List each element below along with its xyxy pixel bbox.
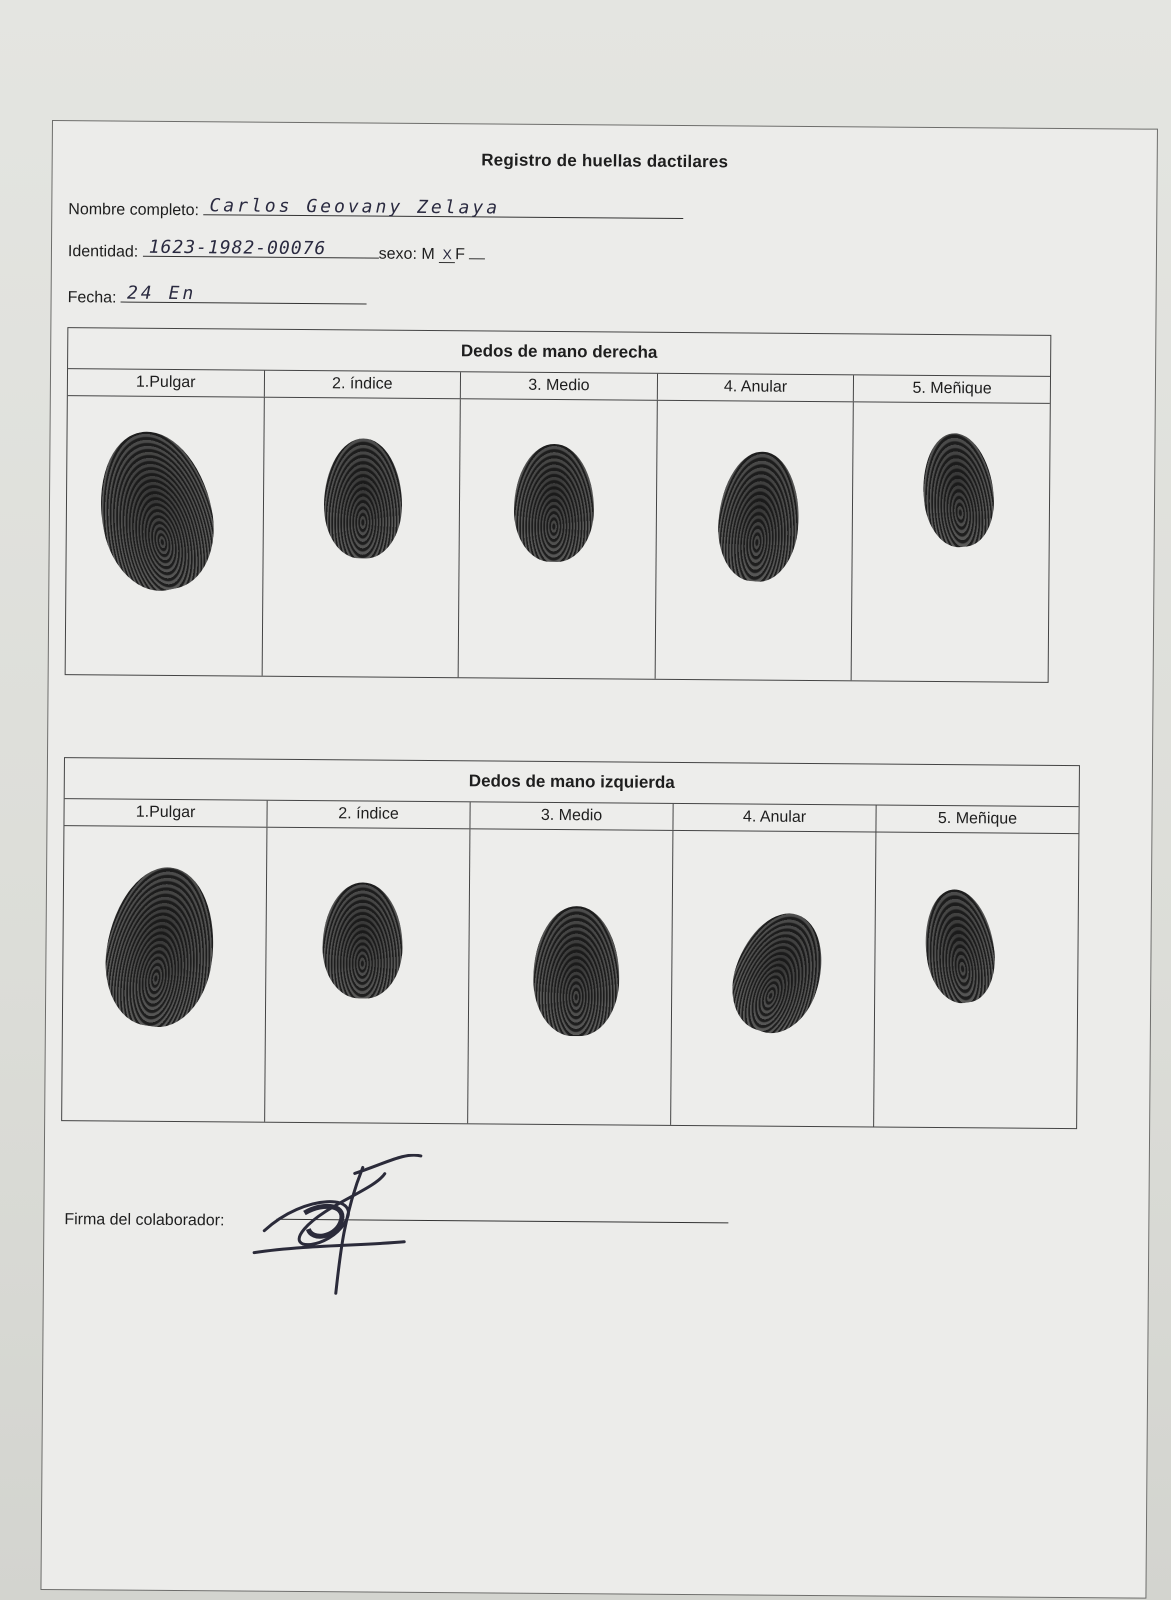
left-ring-label: 4. Anular — [673, 804, 876, 832]
left-hand-prints — [62, 826, 1078, 1128]
left-little-label: 5. Meñique — [937, 809, 1018, 828]
left-index-print — [322, 882, 403, 999]
id-value: 1623-1982-00076 — [148, 236, 327, 260]
right-index-label: 2. índice — [264, 371, 461, 399]
left-thumb-cell — [62, 826, 267, 1122]
left-little-cell — [874, 832, 1078, 1128]
left-thumb-print — [96, 860, 224, 1034]
right-little-cell — [852, 402, 1050, 682]
id-field — [68, 237, 486, 264]
sex-f-box — [469, 258, 485, 259]
right-hand-prints — [66, 396, 1050, 682]
signature-label: Firma del colaborador: — [64, 1211, 225, 1230]
sex-label: sexo: M — [378, 245, 435, 264]
name-field — [68, 195, 683, 224]
right-thumb-label: 1.Pulgar — [68, 369, 265, 397]
id-label: Identidad: — [67, 243, 139, 261]
right-ring-cell — [655, 401, 854, 681]
left-middle-label: 3. Medio — [470, 802, 673, 830]
signature-drawing — [244, 1153, 425, 1304]
right-middle-label: 3. Medio — [461, 372, 658, 400]
left-middle-cell — [468, 829, 673, 1125]
date-field — [68, 283, 368, 309]
right-ring-print — [714, 449, 804, 585]
date-value: 24 En — [126, 282, 197, 305]
fingerprint-form-sheet — [40, 120, 1158, 1599]
left-hand-title: Dedos de mano izquierda — [65, 758, 1079, 807]
right-ring-label: 4. Anular — [658, 374, 855, 402]
sex-f-label: F — [455, 246, 466, 264]
left-index-label: 2. índice — [267, 801, 470, 829]
left-middle-print — [533, 906, 620, 1037]
right-hand-title: Dedos de mano derecha — [68, 328, 1050, 377]
date-label: Fecha: — [67, 289, 117, 307]
id-line — [143, 238, 379, 259]
name-label: Nombre completo: — [68, 201, 200, 220]
left-little-print — [918, 885, 1000, 1007]
right-hand-table — [65, 327, 1052, 683]
right-thumb-cell — [66, 396, 265, 676]
sex-m-mark: X — [439, 246, 455, 263]
right-middle-print — [514, 444, 595, 563]
name-line — [203, 196, 683, 219]
left-hand-table — [61, 757, 1080, 1129]
right-little-label: 5. Meñique — [912, 379, 992, 398]
left-thumb-label: 1.Pulgar — [64, 799, 267, 827]
right-index-print — [323, 438, 402, 559]
right-thumb-print — [86, 421, 226, 600]
date-line — [121, 284, 367, 305]
left-index-cell — [265, 828, 470, 1124]
left-ring-cell — [671, 831, 876, 1127]
right-index-cell — [262, 398, 461, 678]
left-ring-print — [719, 902, 837, 1044]
right-little-print — [918, 430, 999, 550]
form-title: Registro de huellas dactilares — [481, 150, 729, 172]
right-middle-cell — [459, 399, 658, 679]
name-value: Carlos Geovany Zelaya — [209, 195, 501, 219]
